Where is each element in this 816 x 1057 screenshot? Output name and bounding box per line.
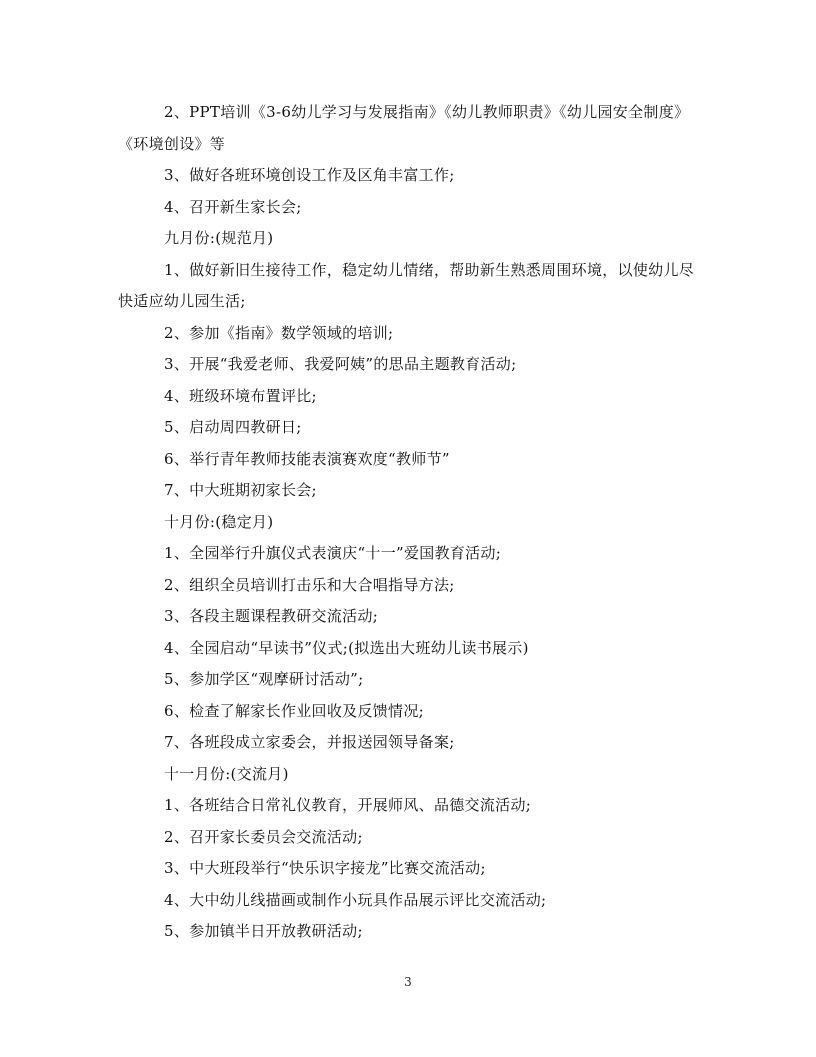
paragraph: 1、做好新旧生接待工作，稳定幼儿情绪，帮助新生熟悉周围环境，以使幼儿尽快适应幼儿园生活; bbox=[118, 260, 695, 310]
document-body bbox=[118, 97, 708, 948]
paragraph: 3、做好各班环境创设工作及区角丰富工作; bbox=[164, 166, 455, 184]
paragraph: 5、参加镇半日开放教研活动; bbox=[164, 922, 363, 940]
paragraph: 1、全园举行升旗仪式表演庆“十一”爱国教育活动; bbox=[164, 544, 502, 562]
paragraph: 4、全园启动“早读书”仪式;(拟选出大班幼儿读书展示) bbox=[164, 638, 529, 657]
paragraph: 5、启动周四教研日; bbox=[164, 418, 302, 436]
paragraph: 3、各段主题课程教研交流活动; bbox=[164, 607, 379, 625]
month-heading: 十月份:(稳定月) bbox=[164, 512, 274, 531]
month-heading: 九月份:(规范月) bbox=[164, 229, 274, 247]
paragraph: 6、检查了解家长作业回收及反馈情况; bbox=[164, 701, 424, 720]
paragraph: 4、召开新生家长会; bbox=[164, 197, 302, 216]
paragraph: 4、班级环境布置评比; bbox=[164, 386, 317, 405]
month-heading: 十一月份:(交流月) bbox=[164, 764, 289, 783]
paragraph: 2、召开家长委员会交流活动; bbox=[164, 827, 363, 846]
paragraph: 7、中大班期初家长会; bbox=[164, 481, 317, 499]
paragraph: 3、中大班段举行“快乐识字接龙”比赛交流活动; bbox=[164, 859, 486, 877]
paragraph: 4、大中幼儿线描画或制作小玩具作品展示评比交流活动; bbox=[164, 890, 547, 909]
paragraph: 2、组织全员培训打击乐和大合唱指导方法; bbox=[164, 575, 455, 594]
paragraph: 2、PPT培训《3-6幼儿学习与发展指南》《幼儿教师职责》《幼儿园安全制度》《环境创设》等 bbox=[118, 103, 690, 153]
paragraph: 3、开展“我爱老师、我爱阿姨”的思品主题教育活动; bbox=[164, 355, 517, 373]
paragraph: 1、各班结合日常礼仪教育，开展师风、品德交流活动; bbox=[164, 796, 532, 814]
paragraph: 5、参加学区“观摩研讨活动”; bbox=[164, 670, 364, 688]
paragraph: 7、各班段成立家委会，并报送园领导备案; bbox=[164, 733, 455, 751]
paragraph: 6、举行青年教师技能表演赛欢度“教师节” bbox=[164, 449, 450, 468]
paragraph: 2、参加《指南》数学领域的培训; bbox=[164, 323, 394, 342]
page-number: 3 bbox=[404, 975, 412, 989]
